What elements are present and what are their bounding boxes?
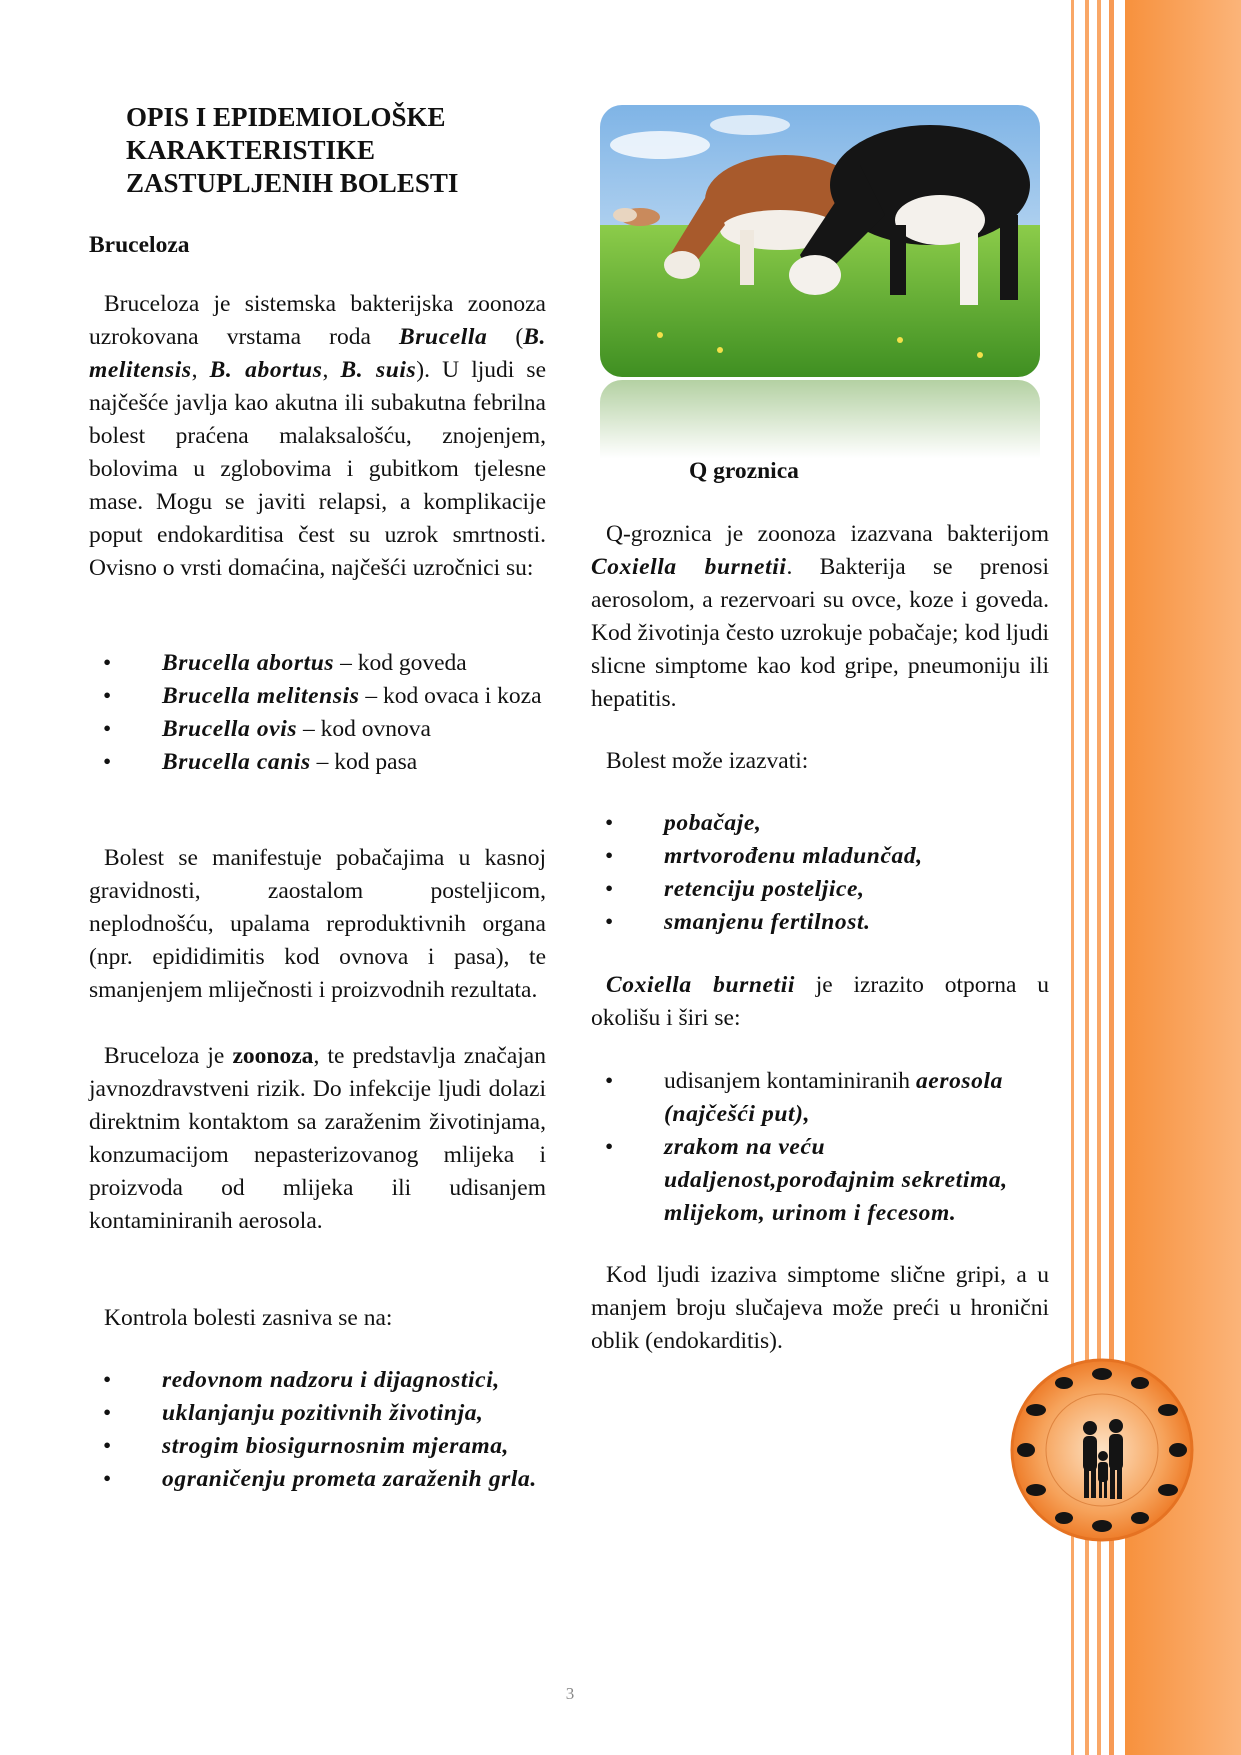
list-item: • udisanjem kontaminiranih aerosola (najčešći put),	[591, 1065, 1049, 1131]
page-title: OPIS I EPIDEMIOLOŠKE KARAKTERISTIKE ZASTUPLJENIH BOLESTI	[126, 102, 459, 198]
list-item: • retenciju posteljice,	[591, 873, 1049, 906]
photo-reflection	[600, 380, 1040, 458]
one-health-logo	[1010, 1358, 1194, 1542]
brucellosis-manifestation: Bolest se manifestuje pobačajima u kasnoj gravidnosti, zaostalom posteljicom, neplodnošću, upalama reproduktivnih organa (npr. epididimitis kod ovnova i pasa), te smanjenjem mliječnosti i proizvodnih rezultata.	[89, 845, 546, 1003]
brucellosis-causes-list	[89, 647, 546, 779]
brucellosis-zoonosis: Bruceloza je zoonoza, te predstavlja značajan javnozdravstveni rizik. Do infekcije ljudi dolazi direktnim kontaktom sa zaraženim životinjama, konzumacijom nepasterizovanog mlijeka i proizvoda od mlijeka ili udisanjem kontaminiranih aerosola.	[89, 1043, 546, 1234]
qfever-resistance: Coxiella burnetii je izrazito otporna u okolišu i širi se:	[591, 972, 1049, 1031]
qfever-human: Kod ljudi izaziva simptome slične gripi, a u manjem broju slučajeva može preći u hronični oblik (endokarditis).	[591, 1262, 1049, 1354]
control-list	[89, 1364, 546, 1496]
brucellosis-heading: Bruceloza	[89, 232, 190, 258]
control-intro: Kontrola bolesti zasniva se na:	[104, 1305, 393, 1331]
list-item: • Brucella canis – kod pasa	[89, 746, 546, 779]
list-item: • Brucella abortus – kod goveda	[89, 647, 546, 680]
list-item: • redovnom nadzoru i dijagnostici,	[89, 1364, 546, 1397]
qfever-heading: Q groznica	[689, 458, 799, 484]
qfever-effects-list	[591, 807, 1049, 939]
list-item: • zrakom na veću udaljenost,porođajnim sekretima, mlijekom, urinom i fecesom.	[591, 1131, 1049, 1230]
list-item: • mrtvorođenu mladunčad,	[591, 840, 1049, 873]
qfever-intro: Q-groznica je zoonoza izazvana bakterijom Coxiella burnetii. Bakterija se prenosi aerosolom, a rezervoari su ovce, koze i goveda. Kod životinja često uzrokuje pobačaje; kod ljudi slicne simptome kao kod gripe, pneumoniju ili hepatitis.	[591, 521, 1049, 712]
list-item: • smanjenu fertilnost.	[591, 906, 1049, 939]
qfever-cause-intro: Bolest može izazvati:	[606, 748, 809, 774]
list-item: • strogim biosigurnosnim mjerama,	[89, 1430, 546, 1463]
list-item: • ograničenju prometa zaraženih grla.	[89, 1463, 546, 1496]
page-number: 3	[565, 1684, 575, 1703]
list-item: • Brucella ovis – kod ovnova	[89, 713, 546, 746]
qfever-spread-list	[591, 1065, 1049, 1230]
brucellosis-intro: Bruceloza je sistemska bakterijska zoonoza uzrokovana vrstama roda Brucella (B. melitensis, B. abortus, B. suis). U ljudi se najčešće javlja kao akutna ili subakutna febrilna bolest praćena malaksalošću, znojenjem, bolovima u zglobovima i gubitkom tjelesne mase. Mogu se javiti relapsi, a komplikacije poput endokarditisa čest su uzrok smrtnosti. Ovisno o vrsti domaćina, najčešći uzročnici su:	[89, 291, 547, 581]
list-item: • uklanjanju pozitivnih životinja,	[89, 1397, 546, 1430]
list-item: • pobačaje,	[591, 807, 1049, 840]
list-item: • Brucella melitensis – kod ovaca i koza	[89, 680, 546, 713]
cows-photo	[600, 105, 1040, 377]
